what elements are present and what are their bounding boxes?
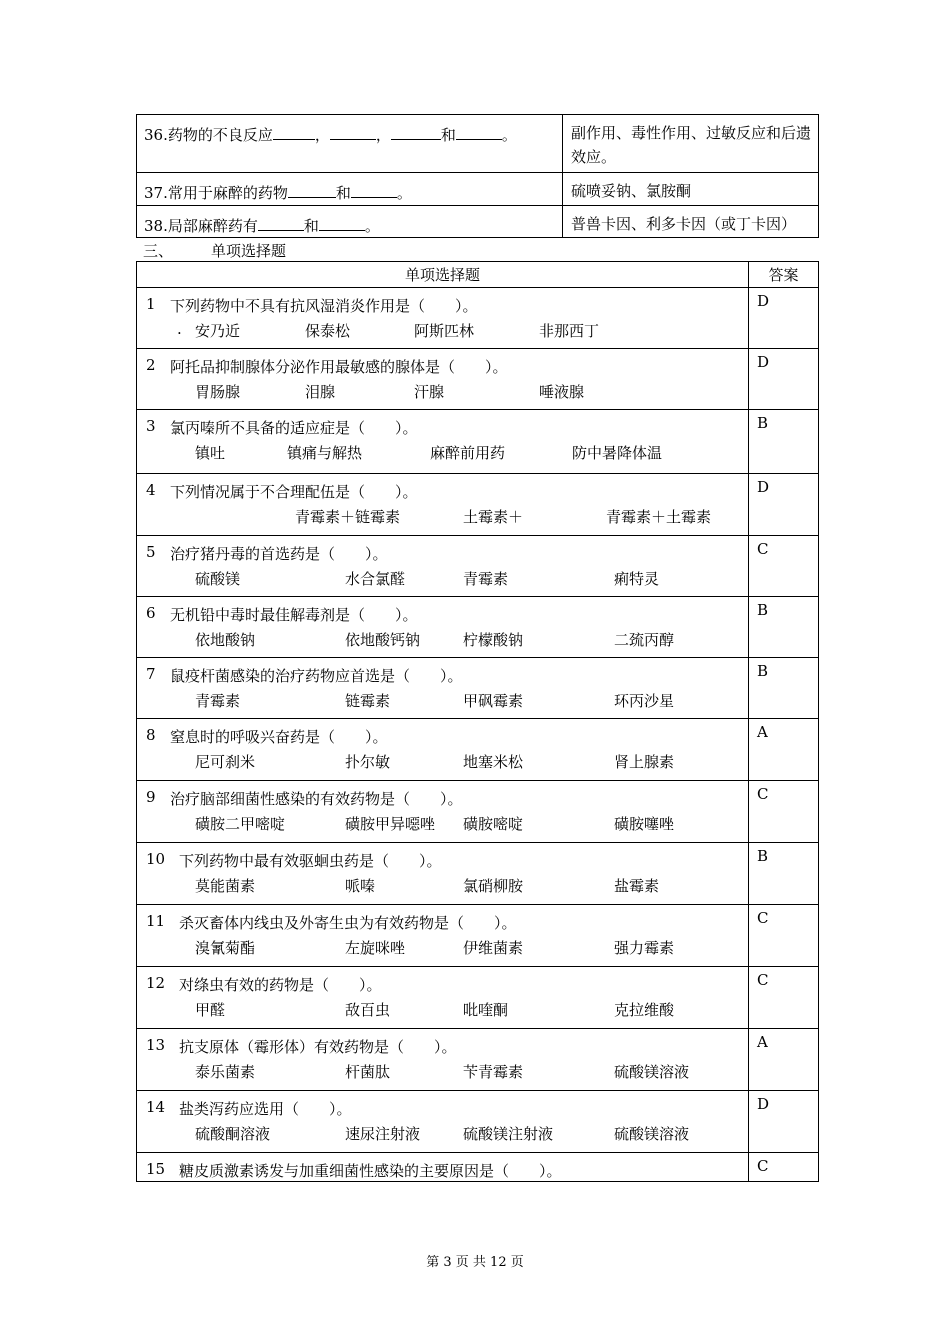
option-text: 苄青霉素 <box>463 1063 524 1081</box>
option-text: 水合氯醛 <box>345 570 406 588</box>
option-text: 硫酸镁 <box>195 570 241 588</box>
question-text: 对绦虫有效的药物是（ ）。 <box>179 976 382 994</box>
option-text: 硫酸镁溶液 <box>614 1125 690 1143</box>
question-number: 10 <box>146 850 166 868</box>
option-text: 泪腺 <box>305 383 336 401</box>
options-line <box>137 316 748 348</box>
question-cell <box>137 719 749 781</box>
option-text: 磺胺甲异噁唑 <box>345 815 436 833</box>
option-text: 胃肠腺 <box>195 383 241 401</box>
option-text: 盐霉素 <box>614 877 660 895</box>
answer-cell: 硫喷妥钠、氯胺酮 <box>563 173 819 206</box>
answer-cell: A <box>749 719 819 781</box>
option-text: 青霉素＋土霉素 <box>606 508 712 526</box>
option-text: 敌百虫 <box>345 1001 391 1019</box>
option-text: 唾液腺 <box>539 383 585 401</box>
question-cell <box>137 905 749 967</box>
table-row <box>137 905 819 967</box>
answer-cell: C <box>749 536 819 597</box>
question-text: 治疗猪丹毒的首选药是（ ）。 <box>170 545 388 563</box>
answer-cell: D <box>749 288 819 349</box>
option-text: 左旋咪唑 <box>345 939 406 957</box>
option-text: 汗腺 <box>414 383 445 401</box>
answer-cell: B <box>749 658 819 719</box>
answer-cell: C <box>749 905 819 967</box>
table-row <box>137 474 819 536</box>
option-text: 哌嗪 <box>345 877 376 895</box>
question-number: 4 <box>146 481 156 499</box>
answer-cell: 普兽卡因、利多卡因（或丁卡因） <box>563 206 819 238</box>
section-title: 单项选择题 <box>211 242 287 260</box>
table-row <box>137 1153 819 1182</box>
question-cell <box>137 1029 749 1091</box>
answer-cell: D <box>749 349 819 410</box>
option-text: 氯硝柳胺 <box>463 877 524 895</box>
option-text: 安乃近 <box>195 322 241 340</box>
option-text: 二巯丙醇 <box>614 631 675 649</box>
option-text: 土霉素＋ <box>463 508 524 526</box>
page-footer: 第 3 页 共 12 页 <box>426 1255 524 1270</box>
question-number: 11 <box>146 912 166 930</box>
table-row <box>137 1091 819 1153</box>
question-number: 3 <box>146 417 156 435</box>
option-text: 防中暑降体温 <box>572 444 663 462</box>
option-text: 依地酸钙钠 <box>345 631 421 649</box>
question-number: 2 <box>146 356 156 374</box>
option-text: 青霉素 <box>195 692 241 710</box>
question-text: 无机铅中毒时最佳解毒剂是（ ）。 <box>170 606 418 624</box>
question-cell <box>137 597 749 658</box>
answer-cell: D <box>749 474 819 536</box>
option-text: 依地酸钠 <box>195 631 256 649</box>
options-line <box>137 747 748 779</box>
question-text: 下列药物中最有效驱蛔虫药是（ ）。 <box>179 852 442 870</box>
table-row <box>137 288 819 349</box>
option-text: 非那西丁 <box>539 322 600 340</box>
answer-cell: D <box>749 1091 819 1153</box>
separator: ， <box>314 126 330 144</box>
table-body <box>137 288 819 1182</box>
answer-blank <box>258 218 304 231</box>
separator: 。 <box>364 217 380 235</box>
question-text: 下列药物中不具有抗风湿消炎作用是（ ）。 <box>170 297 478 315</box>
option-text: 环丙沙星 <box>614 692 675 710</box>
option-text: 硫酸酮溶液 <box>195 1125 271 1143</box>
question-cell <box>137 173 563 206</box>
question-cell <box>137 1091 749 1153</box>
answer-cell: B <box>749 843 819 905</box>
option-text: 阿斯匹林 <box>414 322 475 340</box>
option-text: 柠檬酸钠 <box>463 631 524 649</box>
question-number: 6 <box>146 604 156 622</box>
question-cell <box>137 781 749 843</box>
question-cell <box>137 967 749 1029</box>
header-question: 单项选择题 <box>137 262 749 288</box>
question-number: 15 <box>146 1160 166 1178</box>
option-text: 强力霉素 <box>614 939 675 957</box>
section-heading <box>143 240 287 261</box>
option-text: 地塞米松 <box>463 753 524 771</box>
options-line <box>137 377 748 409</box>
question-cell <box>137 658 749 719</box>
options-line <box>137 438 748 470</box>
table-row <box>137 349 819 410</box>
options-line <box>137 1057 748 1089</box>
question-cell <box>137 206 563 238</box>
option-text: 硫酸镁溶液 <box>614 1063 690 1081</box>
option-text: 痢特灵 <box>614 570 660 588</box>
header-answer: 答案 <box>749 262 819 288</box>
options-line <box>137 686 748 718</box>
answer-blank <box>288 185 336 198</box>
option-prefix: . <box>177 320 182 338</box>
option-text: 伊维菌素 <box>463 939 524 957</box>
question-text: 阿托品抑制腺体分泌作用最敏感的腺体是（ ）。 <box>170 358 508 376</box>
question-cell <box>137 288 749 349</box>
option-text: 青霉素＋链霉素 <box>295 508 401 526</box>
options-line <box>137 502 748 534</box>
separator: 。 <box>501 126 517 144</box>
separator: 和 <box>440 126 456 144</box>
table-row <box>137 173 819 206</box>
multiple-choice-table <box>136 261 819 1182</box>
table-row <box>137 597 819 658</box>
question-cell <box>137 115 563 173</box>
option-text: 扑尔敏 <box>345 753 391 771</box>
options-line <box>137 1119 748 1151</box>
table-row <box>137 410 819 474</box>
options-line <box>137 625 748 657</box>
answer-cell: C <box>749 1153 819 1182</box>
answer-blank <box>273 127 315 140</box>
question-text: 36.药物的不良反应 <box>144 126 273 144</box>
answer-blank <box>351 185 397 198</box>
option-text: 链霉素 <box>345 692 391 710</box>
option-text: 硫酸镁注射液 <box>463 1125 554 1143</box>
option-text: 镇痛与解热 <box>287 444 363 462</box>
option-text: 青霉素 <box>463 570 509 588</box>
question-number: 13 <box>146 1036 166 1054</box>
table-header-row <box>137 262 819 288</box>
question-text: 下列情况属于不合理配伍是（ ）。 <box>170 483 418 501</box>
question-text: 治疗脑部细菌性感染的有效药物是（ ）。 <box>170 790 463 808</box>
answer-cell: B <box>749 597 819 658</box>
table-row <box>137 719 819 781</box>
question-number: 12 <box>146 974 166 992</box>
question-cell <box>137 349 749 410</box>
option-text: 磺胺嘧啶 <box>463 815 524 833</box>
separator: ， <box>375 126 391 144</box>
options-line <box>137 933 748 965</box>
option-text: 甲醛 <box>195 1001 226 1019</box>
question-text: 窒息时的呼吸兴奋药是（ ）。 <box>170 728 388 746</box>
fill-in-table <box>136 114 819 238</box>
option-text: 麻醉前用药 <box>430 444 506 462</box>
table-row <box>137 781 819 843</box>
question-text: 鼠疫杆菌感染的治疗药物应首选是（ ）。 <box>170 667 463 685</box>
option-text: 肾上腺素 <box>614 753 675 771</box>
option-text: 杆菌肽 <box>345 1063 391 1081</box>
question-cell <box>137 843 749 905</box>
answer-blank <box>319 218 365 231</box>
answer-cell: 副作用、毒性作用、过敏反应和后遗效应。 <box>563 115 819 173</box>
option-text: 溴氰菊酯 <box>195 939 256 957</box>
answer-cell: A <box>749 1029 819 1091</box>
answer-blank <box>456 127 502 140</box>
options-line <box>137 564 748 596</box>
question-number: 1 <box>146 295 156 313</box>
separator: 和 <box>335 184 351 202</box>
answer-blank <box>330 127 376 140</box>
separator: 。 <box>396 184 412 202</box>
table-row <box>137 206 819 238</box>
question-text: 杀灭畜体内线虫及外寄生虫为有效药物是（ ）。 <box>179 914 517 932</box>
table-row <box>137 843 819 905</box>
answer-blank <box>391 127 441 140</box>
question-text: 氯丙嗪所不具备的适应症是（ ）。 <box>170 419 418 437</box>
separator: 和 <box>303 217 319 235</box>
question-cell <box>137 474 749 536</box>
option-text: 磺胺噻唑 <box>614 815 675 833</box>
question-text: 盐类泻药应选用（ ）。 <box>179 1100 352 1118</box>
option-text: 速尿注射液 <box>345 1125 421 1143</box>
option-text: 吡喹酮 <box>463 1001 509 1019</box>
question-text: 抗支原体（霉形体）有效药物是（ ）。 <box>179 1038 457 1056</box>
answer-cell: C <box>749 967 819 1029</box>
options-line <box>137 995 748 1027</box>
options-line <box>137 809 748 841</box>
option-text: 甲砜霉素 <box>463 692 524 710</box>
table-row <box>137 536 819 597</box>
option-text: 镇吐 <box>195 444 226 462</box>
options-line <box>137 871 748 903</box>
option-text: 保泰松 <box>305 322 351 340</box>
table-row <box>137 967 819 1029</box>
question-cell <box>137 536 749 597</box>
answer-cell: C <box>749 781 819 843</box>
option-text: 克拉维酸 <box>614 1001 675 1019</box>
question-number: 14 <box>146 1098 166 1116</box>
question-cell <box>137 1153 749 1182</box>
question-cell <box>137 410 749 474</box>
answer-cell: B <box>749 410 819 474</box>
question-number: 9 <box>146 788 156 806</box>
table-row <box>137 1029 819 1091</box>
question-text: 37.常用于麻醉的药物 <box>144 184 288 202</box>
question-text: 38.局部麻醉药有 <box>144 217 258 235</box>
question-number: 8 <box>146 726 156 744</box>
question-number: 5 <box>146 543 156 561</box>
option-text: 尼可刹米 <box>195 753 256 771</box>
option-text: 磺胺二甲嘧啶 <box>195 815 286 833</box>
table-row <box>137 115 819 173</box>
table-row <box>137 658 819 719</box>
option-text: 莫能菌素 <box>195 877 256 895</box>
question-number: 7 <box>146 665 156 683</box>
option-text: 泰乐菌素 <box>195 1063 256 1081</box>
section-number: 三、 <box>143 242 174 260</box>
question-text: 糖皮质激素诱发与加重细菌性感染的主要原因是（ ）。 <box>179 1162 562 1180</box>
